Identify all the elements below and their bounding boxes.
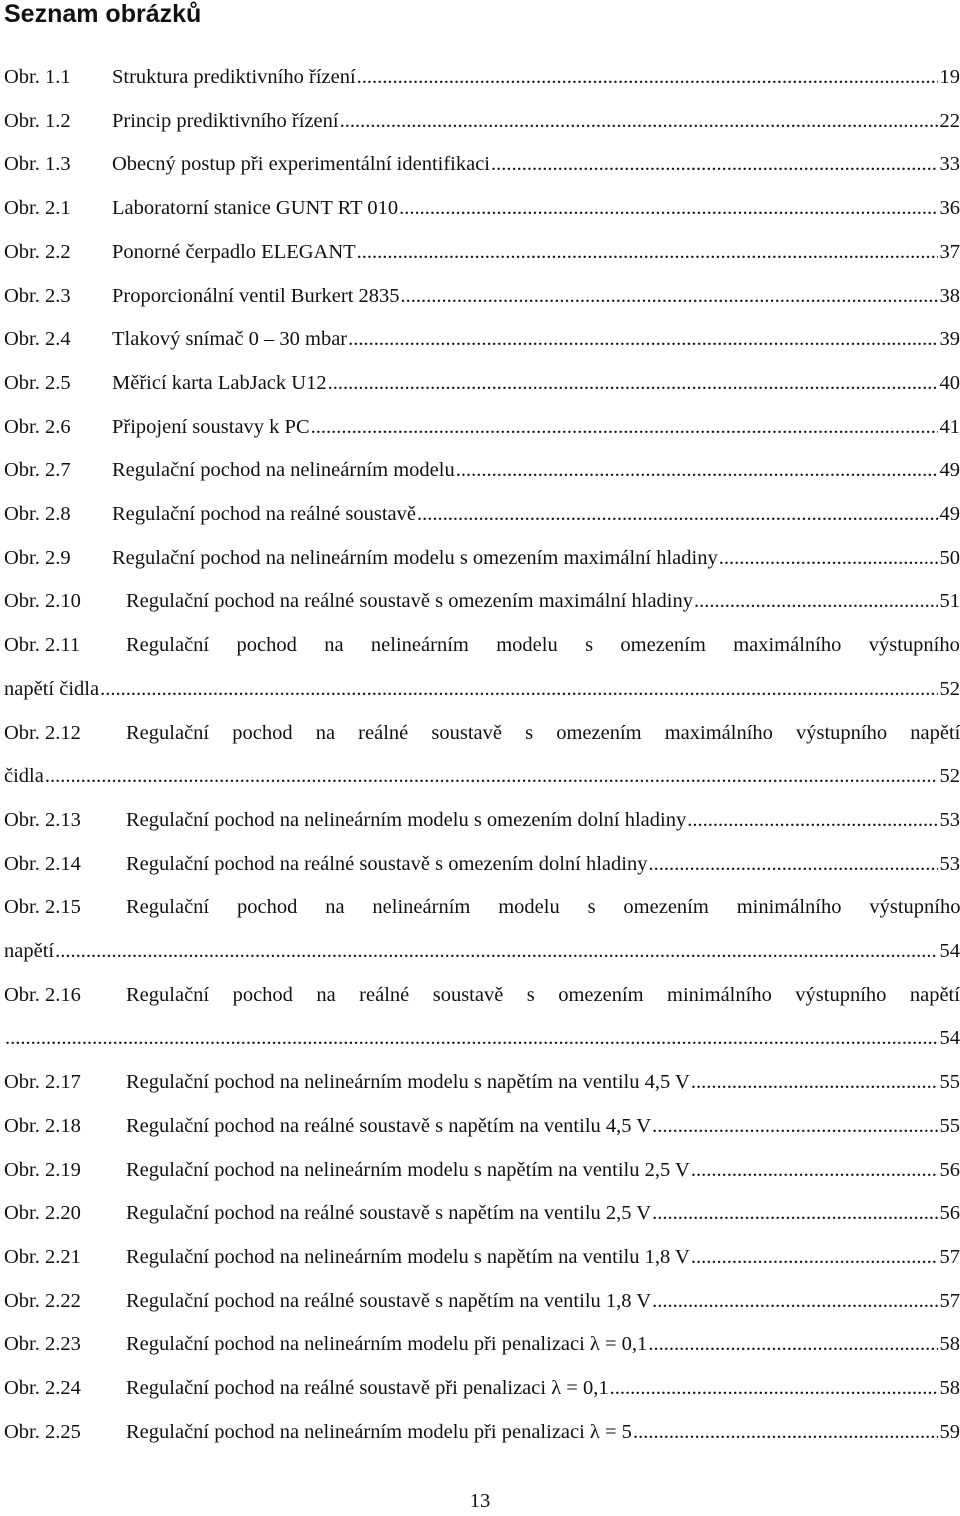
- toc-entry-line: [4, 56, 960, 100]
- toc-entry-line: [4, 1280, 960, 1324]
- figure-title: Regulační pochod na reálné soustavě: [112, 493, 416, 537]
- figure-number: Obr. 2.3: [4, 275, 112, 319]
- toc-entry[interactable]: [4, 143, 960, 187]
- figure-number: Obr. 2.13: [4, 799, 126, 843]
- page-reference: 22: [940, 100, 960, 144]
- figure-number: Obr. 2.10: [4, 580, 126, 624]
- figure-title: Regulační pochod na nelineárním modelu při penalizaci λ = 0,1: [126, 1323, 647, 1367]
- page-reference: 54: [940, 1017, 960, 1061]
- toc-entry[interactable]: [4, 275, 960, 319]
- toc-entry[interactable]: [4, 537, 960, 581]
- toc-entry-line: [4, 449, 960, 493]
- figure-number: Obr. 2.16: [4, 974, 126, 1018]
- figure-number: Obr. 2.1: [4, 187, 112, 231]
- page-reference: 49: [940, 449, 960, 493]
- page-reference: 36: [940, 187, 960, 231]
- figure-number: Obr. 2.4: [4, 318, 112, 362]
- page-reference: 53: [940, 799, 960, 843]
- dot-leader: [357, 56, 938, 100]
- figure-title-continuation: napětí: [4, 930, 54, 974]
- figure-title: Regulační pochod na nelineárním modelu s napětím na ventilu 2,5 V: [126, 1149, 690, 1193]
- figure-title: Regulační pochod na nelineárním modelu s omezením maximální hladiny: [112, 537, 718, 581]
- toc-entry[interactable]: [4, 187, 960, 231]
- dot-leader: [687, 799, 937, 843]
- toc-entry[interactable]: [4, 712, 960, 799]
- toc-entry-line: [4, 580, 960, 624]
- figure-title: Regulační pochod na reálné soustavě s omezením dolní hladiny: [126, 843, 647, 887]
- toc-entry[interactable]: [4, 1411, 960, 1455]
- dot-leader: [694, 580, 937, 624]
- toc-entry[interactable]: [4, 624, 960, 711]
- toc-entry[interactable]: [4, 318, 960, 362]
- page-reference: 57: [940, 1280, 960, 1324]
- figure-number: Obr. 1.1: [4, 56, 112, 100]
- page-reference: 37: [940, 231, 960, 275]
- page-reference: 56: [940, 1149, 960, 1193]
- dot-leader: [719, 537, 938, 581]
- figure-number: Obr. 2.6: [4, 406, 112, 450]
- page-reference: 39: [940, 318, 960, 362]
- page-reference: 41: [940, 406, 960, 450]
- toc-entry[interactable]: [4, 449, 960, 493]
- page-reference: 53: [940, 843, 960, 887]
- toc-entry-continuation: [4, 930, 960, 974]
- dot-leader: [648, 1323, 937, 1367]
- toc-entry[interactable]: [4, 886, 960, 973]
- toc-entry-line: [4, 275, 960, 319]
- figure-list: [4, 56, 960, 1455]
- toc-entry[interactable]: [4, 974, 960, 1061]
- toc-entry[interactable]: [4, 799, 960, 843]
- figure-number: Obr. 2.2: [4, 231, 112, 275]
- dot-leader: [45, 755, 938, 799]
- dot-leader: [456, 449, 938, 493]
- toc-entry[interactable]: [4, 493, 960, 537]
- toc-entry-continuation: [4, 755, 960, 799]
- figure-title: Regulační pochod na nelineárním modelu s omezením maximálního výstupního: [126, 624, 960, 668]
- toc-entry-line: [4, 624, 960, 668]
- toc-entry-line: [4, 143, 960, 187]
- toc-entry-line: [4, 1236, 960, 1280]
- toc-entry-line: [4, 1105, 960, 1149]
- figure-title: Tlakový snímač 0 – 30 mbar: [112, 318, 347, 362]
- dot-leader: [311, 406, 938, 450]
- toc-entry[interactable]: [4, 100, 960, 144]
- dot-leader: [652, 1105, 937, 1149]
- toc-entry[interactable]: [4, 406, 960, 450]
- toc-entry-line: [4, 406, 960, 450]
- figure-number: Obr. 1.2: [4, 100, 112, 144]
- figure-number: Obr. 2.21: [4, 1236, 126, 1280]
- page-reference: 51: [940, 580, 960, 624]
- figure-title: Struktura prediktivního řízení: [112, 56, 356, 100]
- toc-entry-line: [4, 843, 960, 887]
- dot-leader: [652, 1192, 937, 1236]
- figure-number: Obr. 2.24: [4, 1367, 126, 1411]
- page-number: 13: [0, 1486, 960, 1516]
- figure-title: Regulační pochod na reálné soustavě s omezením minimálního výstupního napětí: [126, 974, 960, 1018]
- toc-entry[interactable]: [4, 1236, 960, 1280]
- page-reference: 49: [940, 493, 960, 537]
- dot-leader: [491, 143, 938, 187]
- toc-entry-line: [4, 1323, 960, 1367]
- toc-entry-line: [4, 1411, 960, 1455]
- page-reference: 52: [940, 755, 960, 799]
- figure-number: Obr. 2.7: [4, 449, 112, 493]
- figure-title: Měřicí karta LabJack U12: [112, 362, 327, 406]
- figure-title: Proporcionální ventil Burkert 2835: [112, 275, 400, 319]
- page-reference: 55: [940, 1061, 960, 1105]
- figure-title: Ponorné čerpadlo ELEGANT: [112, 231, 356, 275]
- page-reference: 56: [940, 1192, 960, 1236]
- toc-entry[interactable]: [4, 1323, 960, 1367]
- figure-title: Připojení soustavy k PC: [112, 406, 310, 450]
- toc-entry-line: [4, 974, 960, 1018]
- dot-leader: [357, 231, 938, 275]
- toc-entry[interactable]: [4, 362, 960, 406]
- dot-leader: [691, 1236, 938, 1280]
- page-reference: 19: [940, 56, 960, 100]
- figure-number: Obr. 2.23: [4, 1323, 126, 1367]
- dot-leader: [610, 1367, 938, 1411]
- figure-title: Regulační pochod na nelineárním modelu při penalizaci λ = 5: [126, 1411, 632, 1455]
- page-title: Seznam obrázků: [4, 0, 201, 32]
- dot-leader: [633, 1411, 938, 1455]
- figure-number: Obr. 2.14: [4, 843, 126, 887]
- toc-entry[interactable]: [4, 1149, 960, 1193]
- figure-title-continuation: čidla: [4, 755, 44, 799]
- figure-number: Obr. 2.8: [4, 493, 112, 537]
- dot-leader: [340, 100, 938, 144]
- toc-entry-line: [4, 100, 960, 144]
- toc-entry-line: [4, 712, 960, 756]
- figure-number: Obr. 2.20: [4, 1192, 126, 1236]
- figure-title: Regulační pochod na reálné soustavě s napětím na ventilu 2,5 V: [126, 1192, 651, 1236]
- dot-leader: [399, 187, 937, 231]
- figure-title: Regulační pochod na reálné soustavě s napětím na ventilu 1,8 V: [126, 1280, 651, 1324]
- figure-title: Regulační pochod na reálné soustavě s omezením maximální hladiny: [126, 580, 693, 624]
- toc-entry[interactable]: [4, 1105, 960, 1149]
- figure-title: Regulační pochod na nelineárním modelu s napětím na ventilu 1,8 V: [126, 1236, 690, 1280]
- figure-title: Regulační pochod na reálné soustavě při penalizaci λ = 0,1: [126, 1367, 609, 1411]
- toc-entry[interactable]: [4, 56, 960, 100]
- toc-entry[interactable]: [4, 1367, 960, 1411]
- toc-entry-continuation: [4, 668, 960, 712]
- toc-entry[interactable]: [4, 1192, 960, 1236]
- figure-number: Obr. 1.3: [4, 143, 112, 187]
- page-reference: 38: [940, 275, 960, 319]
- dot-leader: [328, 362, 938, 406]
- figure-title: Obecný postup při experimentální identifikaci: [112, 143, 490, 187]
- page-reference: 40: [940, 362, 960, 406]
- page-reference: 52: [940, 668, 960, 712]
- page-reference: 54: [940, 930, 960, 974]
- page-reference: 50: [940, 537, 960, 581]
- dot-leader: [417, 493, 938, 537]
- dot-leader: [648, 843, 937, 887]
- figure-number: Obr. 2.17: [4, 1061, 126, 1105]
- toc-entry[interactable]: [4, 1061, 960, 1105]
- figure-title: Regulační pochod na reálné soustavě s omezením maximálního výstupního napětí: [126, 712, 960, 756]
- figure-number: Obr. 2.12: [4, 712, 126, 756]
- toc-entry-line: [4, 1149, 960, 1193]
- toc-entry-line: [4, 362, 960, 406]
- figure-number: Obr. 2.11: [4, 624, 126, 668]
- toc-entry[interactable]: [4, 580, 960, 624]
- toc-entry-line: [4, 493, 960, 537]
- toc-entry-line: [4, 1061, 960, 1105]
- figure-number: Obr. 2.25: [4, 1411, 126, 1455]
- toc-entry-line: [4, 886, 960, 930]
- dot-leader: [401, 275, 938, 319]
- dot-leader: [691, 1061, 938, 1105]
- page-reference: 59: [940, 1411, 960, 1455]
- figure-title: Regulační pochod na nelineárním modelu s napětím na ventilu 4,5 V: [126, 1061, 690, 1105]
- toc-entry[interactable]: [4, 1280, 960, 1324]
- toc-entry-continuation: [4, 1017, 960, 1061]
- toc-entry-line: [4, 318, 960, 362]
- figure-title: Regulační pochod na nelineárním modelu s omezením minimálního výstupního: [126, 886, 960, 930]
- toc-entry-line: [4, 231, 960, 275]
- page-reference: 58: [940, 1367, 960, 1411]
- figure-title: Princip prediktivního řízení: [112, 100, 339, 144]
- dot-leader: [652, 1280, 937, 1324]
- toc-entry[interactable]: [4, 231, 960, 275]
- toc-entry-line: [4, 1367, 960, 1411]
- dot-leader: [5, 1017, 938, 1061]
- figure-title-continuation: napětí čidla: [4, 668, 99, 712]
- toc-entry[interactable]: [4, 843, 960, 887]
- dot-leader: [348, 318, 937, 362]
- toc-entry-line: [4, 537, 960, 581]
- figure-number: Obr. 2.15: [4, 886, 126, 930]
- dot-leader: [691, 1149, 938, 1193]
- dot-leader: [100, 668, 937, 712]
- figure-number: Obr. 2.22: [4, 1280, 126, 1324]
- page-reference: 55: [940, 1105, 960, 1149]
- figure-number: Obr. 2.18: [4, 1105, 126, 1149]
- page-reference: 33: [940, 143, 960, 187]
- page-reference: 58: [940, 1323, 960, 1367]
- figure-title: Regulační pochod na nelineárním modelu: [112, 449, 455, 493]
- figure-title: Regulační pochod na nelineárním modelu s omezením dolní hladiny: [126, 799, 686, 843]
- figure-title: Regulační pochod na reálné soustavě s napětím na ventilu 4,5 V: [126, 1105, 651, 1149]
- figure-number: Obr. 2.19: [4, 1149, 126, 1193]
- figure-number: Obr. 2.5: [4, 362, 112, 406]
- toc-entry-line: [4, 799, 960, 843]
- toc-entry-line: [4, 187, 960, 231]
- figure-title: Laboratorní stanice GUNT RT 010: [112, 187, 398, 231]
- figure-number: Obr. 2.9: [4, 537, 112, 581]
- toc-entry-line: [4, 1192, 960, 1236]
- page-reference: 57: [940, 1236, 960, 1280]
- dot-leader: [55, 930, 937, 974]
